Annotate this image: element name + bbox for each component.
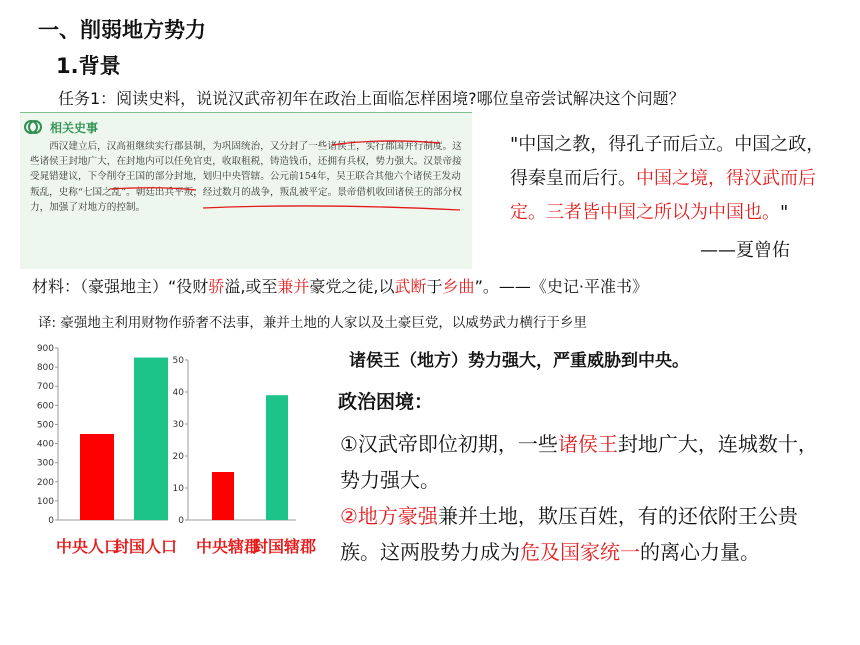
bar-1 — [134, 358, 168, 520]
y-tick-label: 300 — [36, 458, 54, 469]
history-box-title: 相关史事 — [50, 121, 99, 135]
y-tick-label: 200 — [36, 477, 54, 488]
point2-red-1: ②地方豪强 — [340, 504, 438, 528]
y-tick-label: 0 — [178, 516, 184, 526]
y-tick-label: 30 — [172, 420, 184, 430]
y-tick-label: 0 — [48, 516, 54, 526]
population-chart — [30, 338, 170, 528]
commandery-chart — [168, 350, 308, 528]
material-suffix: ”。——《史记·平准书》 — [474, 277, 648, 296]
material-red-2: 兼并 — [277, 277, 310, 296]
material-red-4: 乡曲 — [442, 277, 475, 296]
chart0-category-label-1: 封国人口 — [113, 537, 178, 556]
material-red-1: 骄 — [208, 277, 225, 296]
history-box-text: 西汉建立后，汉高祖继续实行郡县制，为巩固统治，又分封了一些诸侯王，实行郡国并行制度。这些诸侯王封地广大，在封地内可以任免官吏，收取租税，铸造钱币，还拥有兵权，势力强大。汉景帝接受晁错建议，下令削夺王国的部分封地，划归中央管辖。公元前154年，吴王联合其他六个诸侯王发动叛乱，史称“七国之乱”。朝廷出兵平叛，经过数月的战争，叛乱被平定。景帝借机收回诸侯王的部分权力，加强了对地方的控制。 — [30, 141, 462, 213]
dilemma-title: 政治困境： — [338, 391, 434, 413]
point1-text-1: ①汉武帝即位初期，一些 — [340, 432, 558, 456]
history-box — [20, 112, 472, 269]
bar-1 — [266, 395, 288, 520]
section-heading: 一、削弱地方势力 — [38, 18, 206, 42]
y-tick-label: 500 — [36, 420, 54, 431]
material-text-1: 溢,或至 — [224, 277, 278, 296]
bar-0 — [212, 472, 234, 520]
y-tick-label: 900 — [36, 344, 54, 354]
subsection-heading: 1.背景 — [56, 54, 121, 78]
y-tick-label: 800 — [36, 363, 54, 374]
bar-0 — [80, 434, 114, 520]
statement-text: 诸侯王（地方）势力强大，严重威胁到中央。 — [349, 351, 689, 371]
y-tick-label: 100 — [36, 496, 54, 507]
quote-block — [510, 128, 840, 230]
red-underline-marks — [20, 113, 472, 269]
quote-source: ——夏曾佑 — [700, 240, 790, 261]
translation-text: 译: 豪强地主利用财物作骄奢不法事，兼并土地的人家以及土豪巨党，以威势武力横行于乡里 — [38, 315, 587, 331]
point1-text-2: 封地广大，连城数十，势力强大。 — [340, 432, 818, 492]
quote-highlight: 中国之境，得汉武而后定。三者皆中国之所以为中国也。 — [510, 168, 816, 223]
material-text-2: 豪党之徒,以 — [309, 277, 395, 296]
point1-red: 诸侯王 — [557, 432, 618, 456]
y-tick-label: 600 — [36, 401, 54, 412]
y-tick-label: 700 — [36, 382, 54, 393]
quote-part1: "中国之教，得孔子而后立。中国之政，得秦皇而后行。 — [510, 134, 825, 189]
chart1-category-label-1: 封国辖郡 — [252, 537, 317, 556]
material-prefix: 材料：（豪强地主）“役财 — [32, 277, 209, 296]
y-tick-label: 400 — [36, 439, 54, 450]
dilemma-point-1 — [340, 426, 830, 498]
chart0-category-label-0: 中央人口 — [56, 537, 121, 556]
y-tick-label: 40 — [172, 388, 184, 398]
chart1-category-label-0: 中央辖郡 — [196, 537, 261, 556]
task-text: 任务1：阅读史料，说说汉武帝初年在政治上面临怎样困境?哪位皇帝尝试解决这个问题？ — [58, 89, 685, 108]
point2-text-2: 的离心力量。 — [640, 540, 760, 564]
point2-red-2: 危及国家统一 — [520, 540, 640, 564]
material-text-3: 于 — [426, 277, 443, 296]
dilemma-points — [340, 426, 830, 570]
y-tick-label: 50 — [172, 356, 184, 366]
point2-text-1: 兼并土地，欺压百姓，有的还依附王公贵族。这两股势力成为 — [340, 504, 798, 564]
y-tick-label: 10 — [172, 484, 184, 494]
dilemma-point-2 — [340, 498, 830, 570]
quote-end: " — [780, 202, 789, 223]
material-text — [32, 274, 648, 297]
y-tick-label: 20 — [172, 452, 184, 462]
material-red-3: 武断 — [394, 277, 427, 296]
